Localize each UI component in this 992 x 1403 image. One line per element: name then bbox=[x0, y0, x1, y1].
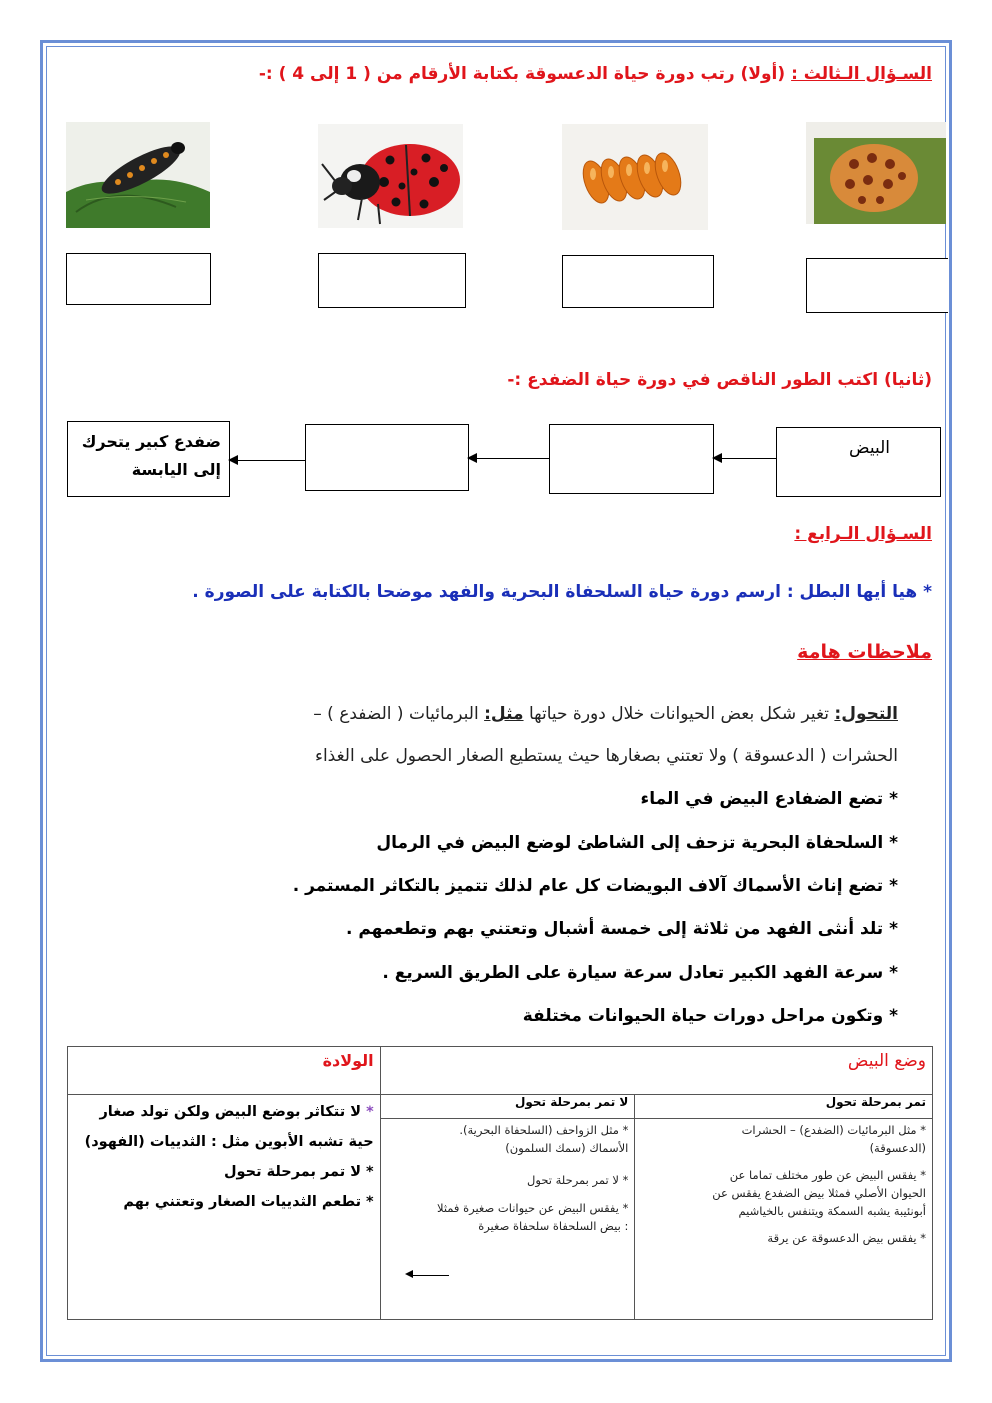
answer-box-pupa[interactable] bbox=[806, 258, 948, 313]
arrow-3 bbox=[714, 458, 776, 459]
eggs-image bbox=[562, 124, 708, 230]
no-metamorphosis-content: * مثل الزواحف (السلحفاة البحرية). الأسماك (سمك السلمون) * لا تمر بمرحلة تحول * يفقس البيض عن حيوانات صغيرة فمثلا : بيض السلحفاة سلحفاة صغيرة bbox=[380, 1119, 635, 1320]
birth-header-cell bbox=[68, 1047, 381, 1095]
q3-title-label: السـؤال الـثالث : bbox=[791, 64, 932, 84]
frog-stage-adult bbox=[67, 421, 230, 497]
egg-laying-header-cell bbox=[380, 1047, 932, 1095]
frog-eggs-label: البيض bbox=[849, 438, 890, 458]
definition-example-label: مثل: bbox=[484, 704, 524, 724]
birth-content bbox=[68, 1095, 381, 1320]
q4-title: السـؤال الـرابع : bbox=[794, 524, 932, 544]
q3-title-text: (أولا) رتب دورة حياة الدعسوقة بكتابة الأرقام من ( 1 إلى 4 ) :- bbox=[258, 64, 792, 84]
metamorphosis-content: * مثل البرمائيات (الضفدع) – الحشرات (الدعسوقة) * يفقس البيض عن طور مختلف تماما عن الحيوان الأصلي فمثلا بيض الضفدع يفقس عن أبونئيبة يشبه السمكة ويتنفس بالخياشيم * يفقس بيض الدعسوقة عن يرقة bbox=[635, 1119, 933, 1320]
birth-line: حية تشبه الأبوين مثل : الثدييات (الفهود) bbox=[84, 1134, 374, 1150]
pupa-image bbox=[806, 122, 946, 224]
note-item: * تضع إناث الأسماك آلاف البويضات كل عام لذلك تتميز بالتكاثر المستمر . bbox=[292, 876, 898, 896]
arrow-2 bbox=[469, 458, 549, 459]
q3-title bbox=[259, 64, 932, 84]
birth-line: * لا تمر بمرحلة تحول bbox=[223, 1164, 374, 1180]
note-item: * سرعة الفهد الكبير تعادل سرعة سيارة على الطريق السريع . bbox=[382, 963, 898, 983]
frog-stage-blank-2[interactable] bbox=[305, 424, 469, 491]
ladybug-image bbox=[318, 124, 463, 228]
turtle-arrow bbox=[409, 1275, 449, 1276]
frog-adult-line1: ضفدع كبير يتحرك bbox=[81, 432, 221, 451]
note-item: * تلد أنثى الفهد من ثلاثة إلى خمسة أشبال وتعتني بهم وتطعمهم . bbox=[345, 919, 898, 939]
turtle-arrow-head bbox=[405, 1270, 413, 1278]
note-item: * وتكون مراحل دورات حياة الحيوانات مختلفة bbox=[522, 1006, 898, 1026]
no-metamorphosis-col-header: لا تمر بمرحلة تحول bbox=[380, 1095, 635, 1119]
reproduction-table bbox=[67, 1046, 933, 1320]
birth-bullet: * bbox=[366, 1104, 374, 1120]
definition-text-2: البرمائيات ( الضفدع ) – bbox=[313, 704, 485, 724]
birth-line: * تطعم الثدييات الصغار وتعتني بهم bbox=[123, 1194, 374, 1210]
birth-header: الولادة bbox=[322, 1051, 374, 1070]
notes-heading: ملاحظات هامة bbox=[797, 641, 932, 663]
birth-line: * لا تتكاثر بوضع البيض ولكن تولد صغار bbox=[99, 1104, 374, 1120]
frog-adult-line2: إلى اليابسة bbox=[131, 460, 221, 479]
larva-image bbox=[66, 122, 210, 228]
q4-prompt: * هيا أيها البطل : ارسم دورة حياة السلحفاة البحرية والفهد موضحا بالكتابة على الصورة . bbox=[192, 582, 932, 602]
note-item: * تضع الضفادع البيض في الماء bbox=[640, 789, 898, 809]
answer-box-larva[interactable] bbox=[66, 253, 211, 305]
definition-text-1: تغير شكل بعض الحيوانات خلال دورة حياتها bbox=[523, 704, 835, 724]
answer-box-eggs[interactable] bbox=[562, 255, 714, 308]
frog-stage-blank-1[interactable] bbox=[549, 424, 714, 494]
definition-line-2: الحشرات ( الدعسوقة ) ولا تعتني بصغارها حيث يستطيع الصغار الحصول على الغذاء bbox=[314, 746, 898, 766]
definition-label: التحول: bbox=[834, 704, 898, 724]
answer-box-ladybug[interactable] bbox=[318, 253, 466, 308]
definition-line-1 bbox=[313, 704, 898, 724]
metamorphosis-col-header: تمر بمرحلة تحول bbox=[635, 1095, 933, 1119]
note-item: * السلحفاة البحرية تزحف إلى الشاطئ لوضع البيض في الرمال bbox=[376, 833, 898, 853]
arrow-1 bbox=[230, 460, 305, 461]
q3-part2-title: (ثانيا) اكتب الطور الناقص في دورة حياة الضفدع :- bbox=[507, 370, 932, 390]
frog-stage-eggs bbox=[776, 427, 941, 497]
egg-laying-header: وضع البيض bbox=[847, 1051, 926, 1071]
